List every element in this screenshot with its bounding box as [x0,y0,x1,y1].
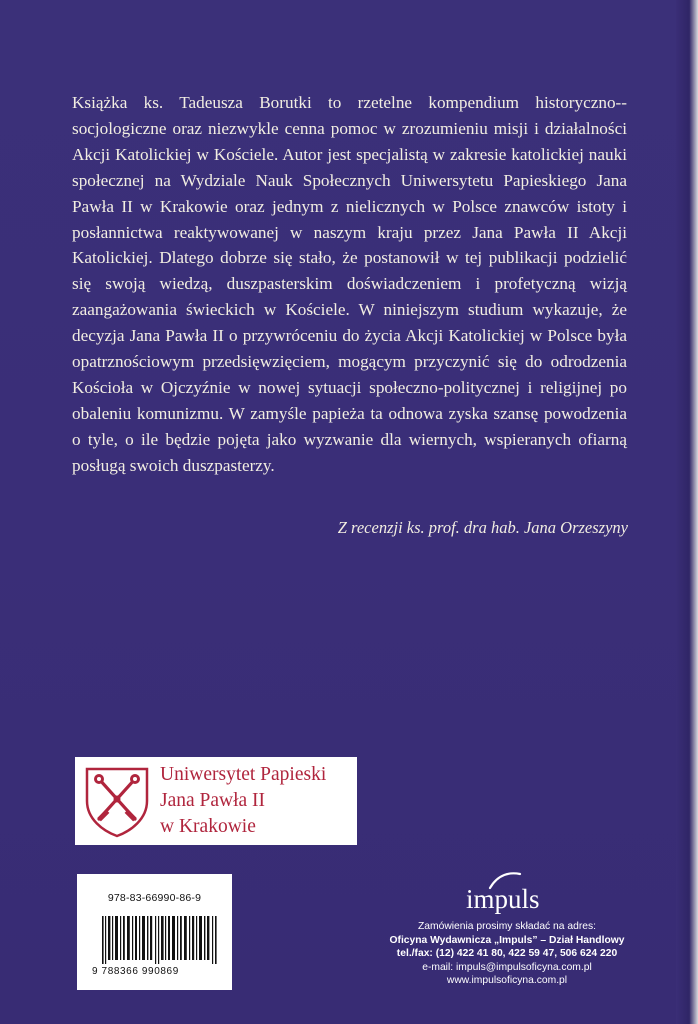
university-name-line3: w Krakowie [160,816,256,837]
university-name-line2: Jana Pawła II [160,790,266,811]
order-info [382,920,632,988]
orders-website: www.impulsoficyna.com.pl [446,975,568,987]
orders-email: e-mail: impuls@impulsoficyna.com.pl [422,961,592,973]
university-logo [75,757,357,845]
spine-edge [676,0,698,1024]
review-credit: Z recenzji ks. prof. dra hab. Jana Orzeszyny [337,518,628,537]
crossed-keys-shield-icon [81,763,153,839]
orders-phone: tel./fax: (12) 422 41 80, 422 59 47, 506 624 220 [396,948,618,960]
publisher-logo-text: impuls [466,884,540,914]
isbn-barcode [77,874,232,990]
orders-publisher-name: Oficyna Wydawnicza „Impuls” – Dział Handlowy [389,934,625,946]
orders-intro: Zamówienia prosimy składać na adres: [418,921,596,932]
university-name-line1: Uniwersytet Papieski [160,764,327,785]
publisher-logo [466,882,566,918]
barcode-icon [102,916,217,964]
isbn-number: 978-83-66990-86-9 [107,892,202,904]
book-blurb: Książka ks. Tadeusza Borutki to rzetelne kompendium historyczno--socjologiczne oraz niezwykle cenna pomoc w zrozumieniu misji i działalności Akcji Katolickiej w Kościele. Autor jest specjalistą w zakresie katolickiej nauki społecznej na Wydziale Nauk Społecznych Uniwersytetu Papieskiego Jana Pawła II w Krakowie oraz jednym z nielicznych w Polsce znawców istoty i posłannictwa reaktywowanej w naszym kraju przez Jana Pawła II Akcji Katolickiej. Dlatego dobrze się stało, że postanowił w tej publikacji podzielić się swoją wiedzą, duszpasterskim doświadczeniem i profetyczną wizją zaangażowania świeckich w Kościele. W niniejszym studium wykazuje, że decyzja Jana Pawła II o przywróceniu do życia Akcji Katolickiej w Polsce była opatrznościowym przedsięwzięciem, mogącym przyczynić się do odrodzenia Kościoła w Ojczyźnie w nowej sytuacji społeczno-politycznej i religijnej po obaleniu komunizmu. W zamyśle papieża ta odnowa zyska szansę powodzenia o tyle, o ile będzie pojęta jako wyzwanie dla wiernych, wspieranych ofiarną posługą swoich duszpasterzy. [72,93,627,475]
ean-number: 9 788366 990869 [92,966,179,977]
